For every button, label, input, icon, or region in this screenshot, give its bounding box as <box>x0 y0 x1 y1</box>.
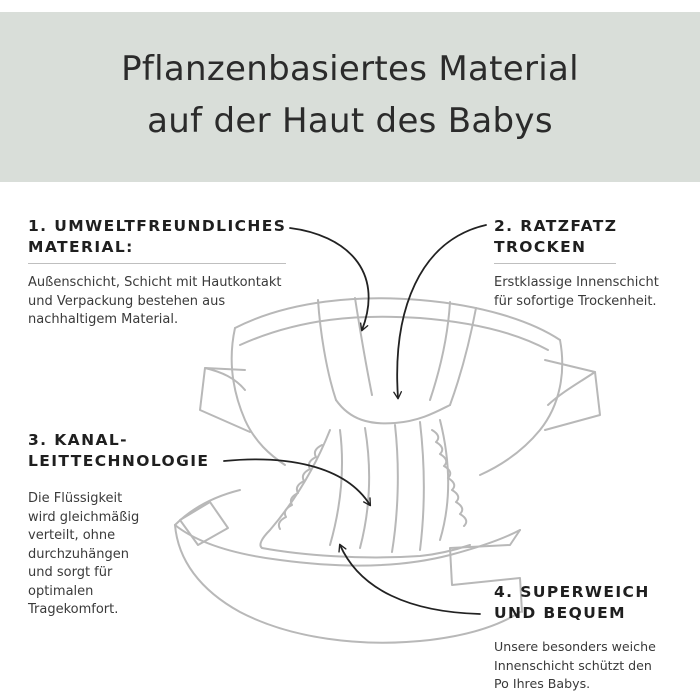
feature-divider <box>494 263 616 264</box>
arrow-trocken <box>397 225 486 398</box>
feature-text-line: Innenschicht schützt den <box>494 657 652 673</box>
feature-title-line: MATERIAL: <box>28 238 134 256</box>
feature-title <box>494 216 694 258</box>
feature-text-line: Po Ihres Babys. <box>494 676 591 691</box>
feature-text-line: Die Flüssigkeit <box>28 491 123 506</box>
feature-title-line: 1. UMWELTFREUNDLICHES <box>28 217 287 235</box>
feature-text-line: Unsere besonders weiche <box>494 639 656 654</box>
arrow-kanal <box>224 459 370 505</box>
feature-text-line: Außenschicht, Schicht mit Hautkontakt <box>28 275 282 290</box>
feature-title-line: UND BEQUEM <box>494 604 626 622</box>
title-line-1: Pflanzenbasiertes Material <box>121 49 579 89</box>
feature-text-line: verteilt, ohne <box>28 528 116 543</box>
feature-text-line: und Verpackung bestehen aus <box>28 293 226 309</box>
title-line-2: auf der Haut des Babys <box>147 101 553 141</box>
feature-text-line: optimalen <box>28 583 94 599</box>
feature-umweltfreundlich <box>28 216 328 330</box>
feature-divider <box>28 263 286 264</box>
feature-title <box>494 582 700 624</box>
feature-title-line: LEITTECHNOLOGIE <box>28 452 210 470</box>
arrow-weich <box>340 545 480 614</box>
feature-description <box>28 490 228 620</box>
feature-description <box>494 274 694 311</box>
feature-description <box>28 274 328 330</box>
feature-kanal-leittechnologie <box>28 430 228 620</box>
feature-title-line: 3. KANAL- <box>28 431 128 449</box>
feature-text-line: für sofortige Trockenheit. <box>494 293 657 309</box>
feature-superweich-bequem <box>494 582 700 694</box>
feature-title-line: 2. RATZFATZ <box>494 217 618 235</box>
feature-title-line: 4. SUPERWEICH <box>494 583 650 601</box>
feature-text-line: durchzuhängen <box>28 546 129 562</box>
feature-text-line: und sorgt für <box>28 565 113 580</box>
feature-ratzfatz-trocken <box>494 216 694 311</box>
feature-title <box>28 216 328 258</box>
feature-description <box>494 638 700 694</box>
feature-text-line: nachhaltigem Material. <box>28 312 179 327</box>
feature-text-line: Tragekomfort. <box>28 602 119 617</box>
feature-title-line: TROCKEN <box>494 238 587 256</box>
feature-text-line: Erstklassige Innenschicht <box>494 275 659 290</box>
feature-text-line: wird gleichmäßig <box>28 509 140 525</box>
feature-title <box>28 430 228 472</box>
